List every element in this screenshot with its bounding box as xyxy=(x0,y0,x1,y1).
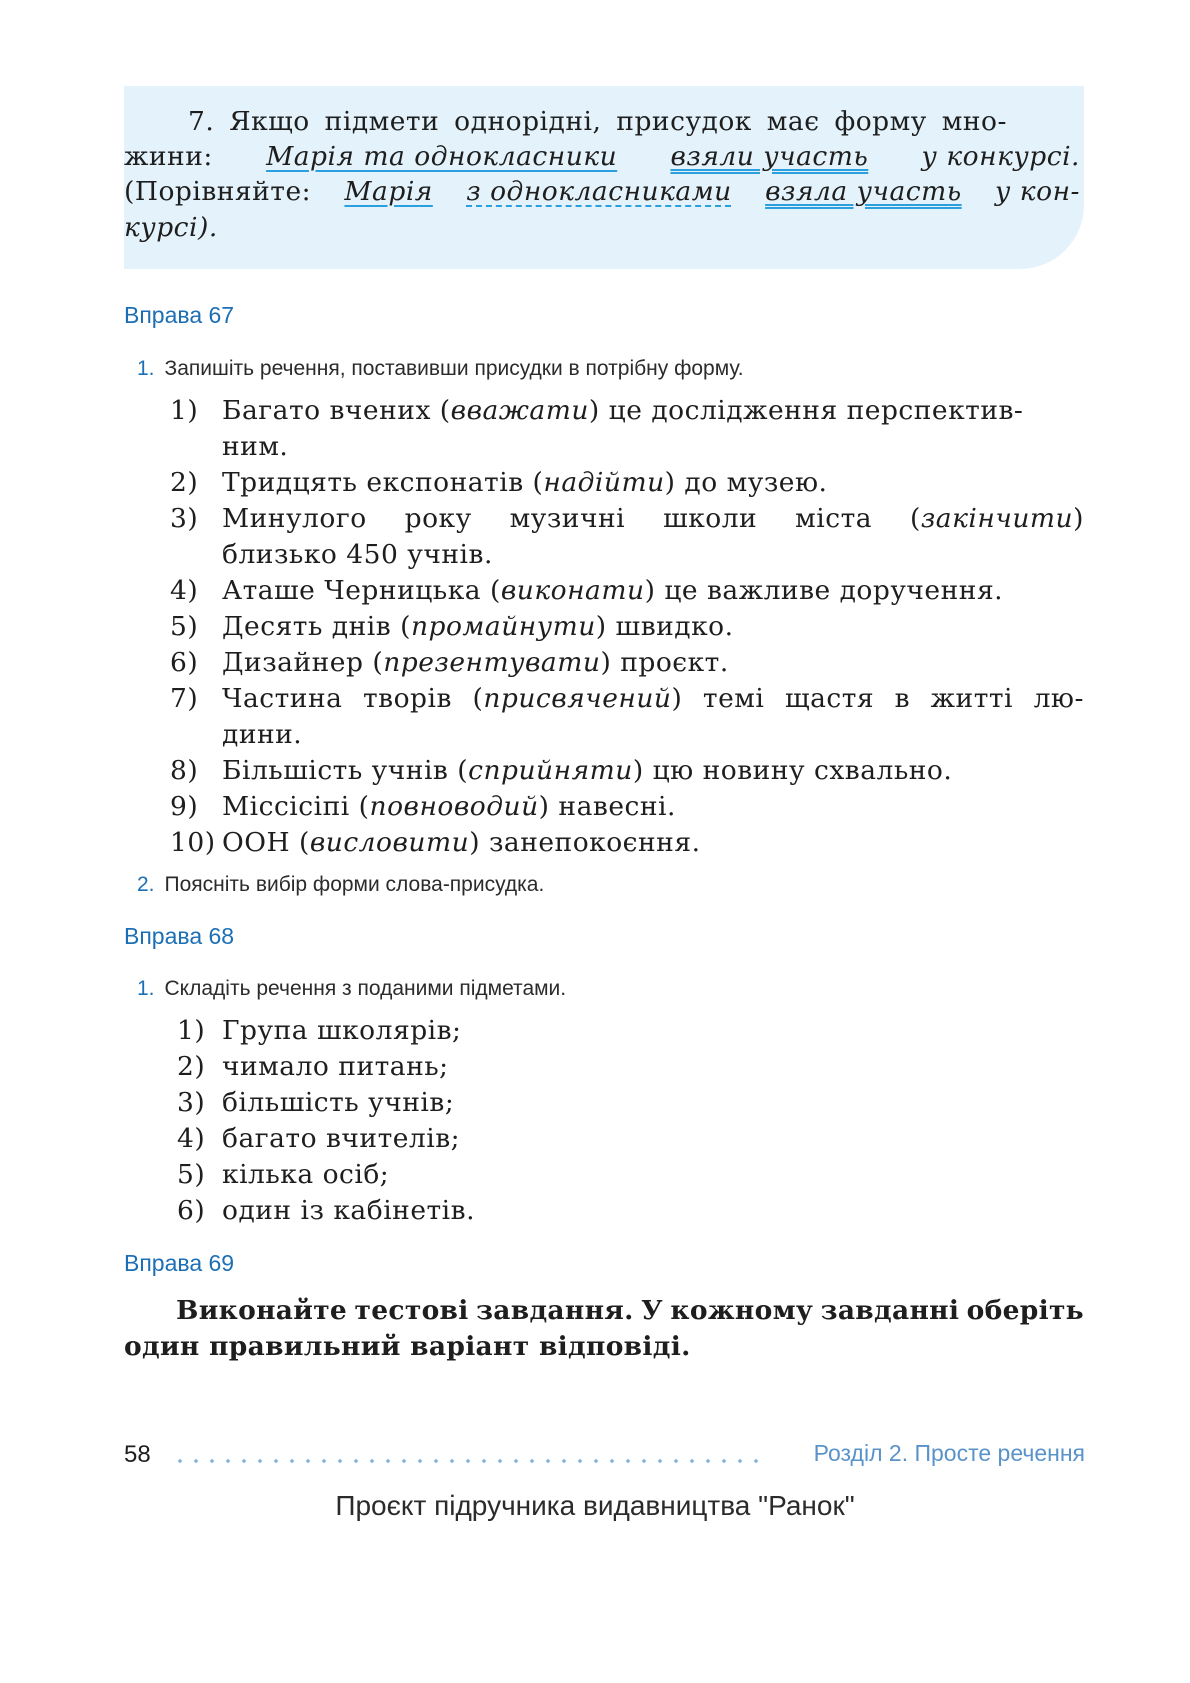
rule-line-1 xyxy=(188,104,1080,139)
item-continuation: ним. xyxy=(222,431,289,462)
item-number: 4) xyxy=(177,1123,206,1154)
item-number: 6) xyxy=(170,647,199,678)
item-number: 9) xyxy=(170,791,199,822)
exercise-69-instruction xyxy=(124,1293,1084,1365)
rule-object: з однокласниками xyxy=(466,176,732,207)
rule-predicate: взяла участь xyxy=(765,176,962,207)
item-number: 3) xyxy=(170,503,199,534)
dotted-leader xyxy=(172,1458,762,1464)
item-number: 5) xyxy=(177,1159,206,1190)
task-text: Складіть речення з поданими підметами. xyxy=(164,977,567,1000)
item-verb: висловити xyxy=(309,827,470,858)
task-number: 1. xyxy=(137,977,155,1000)
item-verb: присвячений xyxy=(483,683,672,714)
item-number: 1) xyxy=(170,395,199,426)
item-number: 1) xyxy=(177,1015,206,1046)
exercise-68-title: Вправа 68 xyxy=(124,923,235,949)
item-text: Десять днів (промайнути) швидко. xyxy=(222,611,734,642)
item-number: 10) xyxy=(170,827,216,858)
rule-subject: Марія та однокласники xyxy=(266,141,618,172)
exercise-67-title: Вправа 67 xyxy=(124,302,235,328)
item-text: ООН (висловити) занепокоєння. xyxy=(222,827,701,858)
item-text: Багато вчених (вважати) це дослідження перспектив- xyxy=(222,395,1024,426)
item-number: 3) xyxy=(177,1087,206,1118)
item-text: чимало питань; xyxy=(222,1051,449,1082)
task-number: 1. xyxy=(137,357,155,380)
item-verb: презентувати xyxy=(383,647,601,678)
watermark-text: Проєкт підручника видавництва "Ранок" xyxy=(335,1490,855,1521)
page-number: 58 xyxy=(124,1441,151,1468)
item-text: кілька осіб; xyxy=(222,1159,390,1190)
rule-word: жини: xyxy=(124,141,213,172)
item-text: Аташе Черницька (виконати) це важливе доручення. xyxy=(222,575,1004,606)
item-text: Минулого року музичні школи міста (закінчити) xyxy=(222,503,1084,534)
exercise-68-task-1 xyxy=(137,977,566,1001)
instruction-line-1: Виконайте тестові завдання. У кожному завданні оберіть xyxy=(176,1295,1084,1326)
item-verb: виконати xyxy=(500,575,645,606)
item-number: 6) xyxy=(177,1195,206,1226)
instruction-line-2: один правильний варіант відповіді. xyxy=(124,1331,691,1362)
rule-line-1-text: 7. Якщо підмети однорідні, присудок має форму мно- xyxy=(188,106,1007,137)
item-text: Група школярів; xyxy=(222,1015,462,1046)
item-verb: промайнути xyxy=(410,611,596,642)
rule-predicate: взяли участь xyxy=(670,141,869,172)
item-verb: повноводий xyxy=(369,791,539,822)
item-text: Тридцять експонатів (надійти) до музею. xyxy=(222,467,828,498)
task-text: Запишіть речення, поставивши присудки в потрібну форму. xyxy=(164,357,744,380)
rule-rest: у конкурсі. xyxy=(921,141,1080,172)
exercise-69-title: Вправа 69 xyxy=(124,1250,235,1276)
rule-subject: Марія xyxy=(344,176,433,207)
section-name: Розділ 2. Просте речення xyxy=(813,1440,1085,1466)
item-number: 4) xyxy=(170,575,199,606)
item-text: Дизайнер (презентувати) проєкт. xyxy=(222,647,729,678)
task-number: 2. xyxy=(137,873,155,896)
item-verb: сприйняти xyxy=(468,755,633,786)
task-text: Поясніть вибір форми слова-присудка. xyxy=(164,873,545,896)
exercise-67-task-2 xyxy=(137,873,544,897)
exercise-67-task-1 xyxy=(137,357,744,381)
item-verb: вважати xyxy=(450,395,589,426)
rule-line-3 xyxy=(124,174,1080,209)
item-verb: закінчити xyxy=(920,503,1074,534)
item-verb: надійти xyxy=(543,467,665,498)
rule-rest: курсі). xyxy=(124,212,218,243)
item-number: 2) xyxy=(170,467,199,498)
item-text: багато вчителів; xyxy=(222,1123,461,1154)
item-number: 7) xyxy=(170,683,199,714)
item-text: один із кабінетів. xyxy=(222,1195,475,1226)
item-continuation: дини. xyxy=(222,719,303,750)
item-number: 5) xyxy=(170,611,199,642)
rule-rest: у кон- xyxy=(995,176,1080,207)
item-continuation: близько 450 учнів. xyxy=(222,539,493,570)
rule-line-2 xyxy=(124,139,1080,174)
item-number: 2) xyxy=(177,1051,206,1082)
item-number: 8) xyxy=(170,755,199,786)
item-text: більшість учнів; xyxy=(222,1087,455,1118)
item-text: Міссісіпі (повноводий) навесні. xyxy=(222,791,676,822)
item-text: Більшість учнів (сприйняти) цю новину схвально. xyxy=(222,755,953,786)
rule-line-4 xyxy=(124,210,218,245)
item-text: Частина творів (присвячений) темі щастя в житті лю- xyxy=(222,683,1084,714)
rule-word: (Порівняйте: xyxy=(124,176,312,207)
